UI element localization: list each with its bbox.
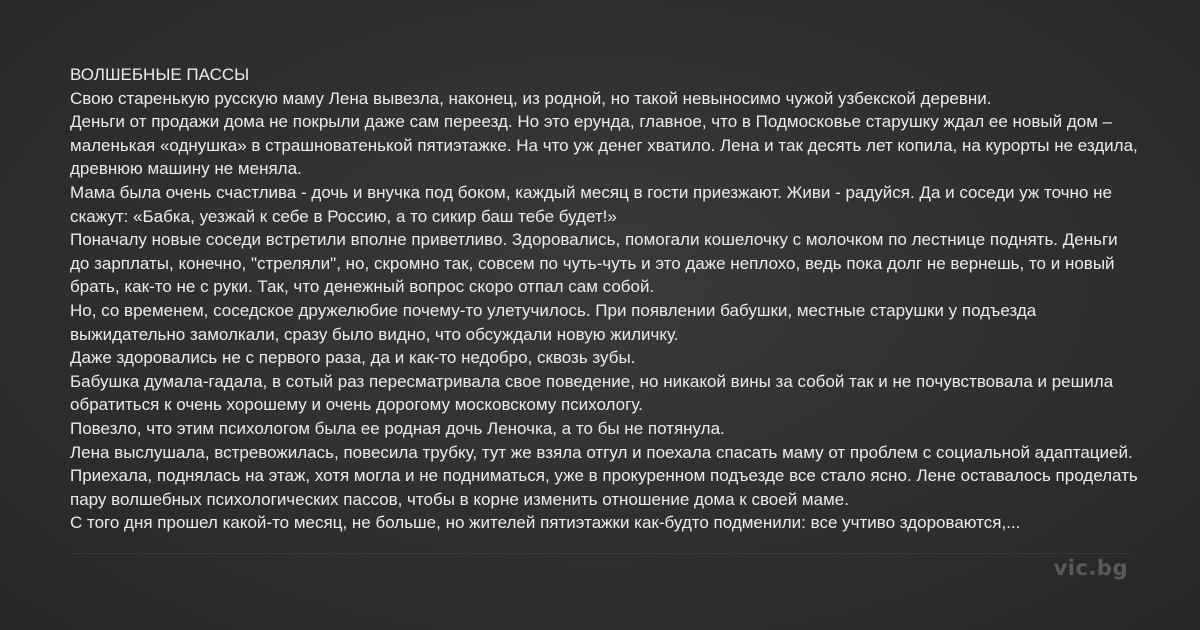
post-text-block [70, 63, 1140, 535]
paragraph: Приехала, поднялась на этаж, хотя могла и не подниматься, уже в прокуренном подъезде все стало ясно. Лене оставалось проделать пару волшебных психологических пассов, чтобы в корне изменить отношение дома к своей маме. [70, 466, 1138, 509]
paragraph: С того дня прошел какой-то месяц, не больше, но жителей пятиэтажки как-будто подменили: все учтиво здороваются,... [70, 513, 1021, 533]
site-watermark: vic.bg [1053, 556, 1128, 580]
paragraph: Мама была очень счастлива - дочь и внучка под боком, каждый месяц в гости приезжают. Живи - радуйся. Да и соседи уж точно не скажут: «Бабка, уезжай к себе в Россию, а то сикир баш тебе будет!» [70, 182, 1112, 226]
paragraph: Даже здоровались не с первого раза, да и как-то недобро, сквозь зубы. [70, 348, 636, 368]
paragraph: Бабушка думала-гадала, в сотый раз пересматривала свое поведение, но никакой вины за собой так и не почувствовала и решила обратиться к очень хорошему и очень дорогому московскому психологу. [70, 371, 1114, 415]
paragraph: Деньги от продажи дома не покрыли даже сам переезд. Но это ерунда, главное, что в Подмосковье старушку ждал ее новый дом – маленькая «однушка» в страшноватенькой пятиэтажке. На что уж денег хватило. Лена и так десять лет копила, на курорты не ездила, древнюю машину не меняла. [70, 112, 1138, 179]
paragraph: Лена выслушала, встревожилась, повесила трубку, тут же взяла отгул и поехала спасать маму от проблем с социальной адаптацией. [70, 442, 1133, 462]
paragraph: Поначалу новые соседи встретили вполне приветливо. Здоровались, помогали кошелочку с молочком по лестнице поднять. Деньги до зарплаты, конечно, "стреляли", но, скромно так, совсем по чуть-чуть и это даже неплохо, ведь пока долг не вернешь, то и новый брать, как-то не с руки. Так, что денежный вопрос скоро отпал сам собой. [70, 230, 1118, 297]
paragraph: Повезло, что этим психологом была ее родная дочь Леночка, а то бы не потянула. [70, 418, 725, 438]
paragraph: Свою старенькую русскую маму Лена вывезла, наконец, из родной, но такой невыносимо чужой узбекской деревни. [70, 88, 992, 108]
paragraph: Но, со временем, соседское дружелюбие почему-то улетучилось. При появлении бабушки, местные старушки у подъезда выжидательно замолкали, сразу было видно, что обсуждали новую жиличку. [70, 300, 1037, 344]
post-title: ВОЛШЕБНЫЕ ПАССЫ [70, 65, 250, 84]
divider [70, 553, 1132, 554]
